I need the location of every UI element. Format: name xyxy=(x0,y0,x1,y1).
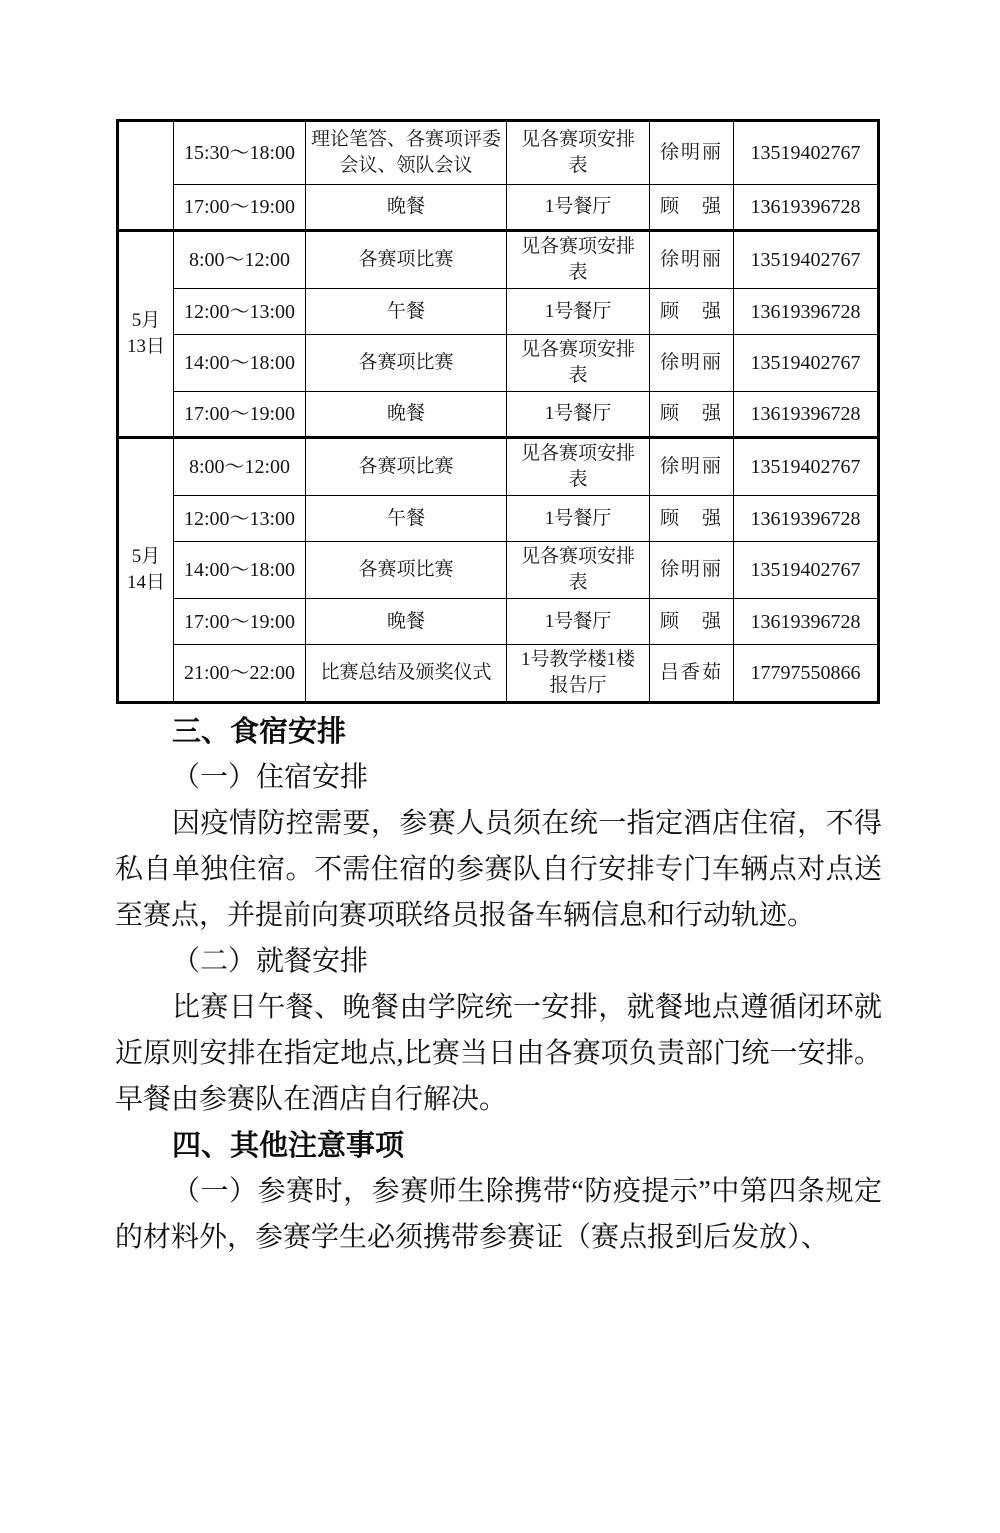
contact-name-cell: 顾 强 xyxy=(650,185,734,231)
activity-cell: 各赛项比赛 xyxy=(306,438,507,496)
table-row xyxy=(118,645,879,703)
time-cell: 12:00～13:00 xyxy=(174,496,306,542)
table-row xyxy=(118,231,879,289)
subheading-dining: （二）就餐安排 xyxy=(172,946,369,977)
contact-name-cell: 顾 强 xyxy=(650,496,734,542)
phone-cell: 13519402767 xyxy=(734,335,879,392)
activity-cell: 比赛总结及颁奖仪式 xyxy=(306,645,507,703)
activity-cell: 理论笔答、各赛项评委会议、领队会议 xyxy=(306,121,507,185)
activity-cell: 晚餐 xyxy=(306,185,507,231)
time-cell: 14:00～18:00 xyxy=(174,542,306,599)
location-cell: 见各赛项安排表 xyxy=(507,335,650,392)
phone-cell: 13519402767 xyxy=(734,542,879,599)
location-cell: 1号教学楼1楼报告厅 xyxy=(507,645,650,703)
activity-cell: 各赛项比赛 xyxy=(306,542,507,599)
location-cell: 1号餐厅 xyxy=(507,496,650,542)
contact-name-cell: 徐明丽 xyxy=(650,231,734,289)
contact-name-cell: 顾 强 xyxy=(650,599,734,645)
time-cell: 12:00～13:00 xyxy=(174,289,306,335)
date-line: 5月 xyxy=(131,546,161,567)
contact-name-cell: 顾 强 xyxy=(650,392,734,438)
phone-cell: 13519402767 xyxy=(734,231,879,289)
table-row xyxy=(118,335,879,392)
location-cell: 1号餐厅 xyxy=(507,289,650,335)
time-cell: 8:00～12:00 xyxy=(174,438,306,496)
location-cell: 见各赛项安排表 xyxy=(507,231,650,289)
subheading-lodging: （一）住宿安排 xyxy=(172,762,369,793)
location-cell: 1号餐厅 xyxy=(507,599,650,645)
phone-cell: 13519402767 xyxy=(734,121,879,185)
time-cell: 14:00～18:00 xyxy=(174,335,306,392)
activity-cell: 晚餐 xyxy=(306,599,507,645)
location-cell: 1号餐厅 xyxy=(507,392,650,438)
contact-name-cell: 徐明丽 xyxy=(650,542,734,599)
table-row xyxy=(118,121,879,185)
phone-cell: 13619396728 xyxy=(734,599,879,645)
time-cell: 8:00～12:00 xyxy=(174,231,306,289)
activity-cell: 各赛项比赛 xyxy=(306,231,507,289)
phone-cell: 13619396728 xyxy=(734,496,879,542)
table-row xyxy=(118,438,879,496)
location-cell: 见各赛项安排表 xyxy=(507,121,650,185)
paragraph-lodging: 因疫情防控需要，参赛人员须在统一指定酒店住宿，不得私自单独住宿。不需住宿的参赛队自行安排专门车辆点对点送至赛点，并提前向赛项联络员报备车辆信息和行动轨迹。 xyxy=(115,808,882,931)
section-heading-food-lodging: 三、食宿安排 xyxy=(172,716,347,748)
section-heading-other-notes: 四、其他注意事项 xyxy=(172,1130,405,1162)
paragraph-other-notes: （一）参赛时，参赛师生除携带“防疫提示”中第四条规定的材料外，参赛学生必须携带参赛证（赛点报到后发放）、 xyxy=(115,1176,882,1253)
paragraph-dining: 比赛日午餐、晚餐由学院统一安排，就餐地点遵循闭环就近原则安排在指定地点,比赛当日由各赛项负责部门统一安排。早餐由参赛队在酒店自行解决。 xyxy=(115,992,882,1115)
document-body xyxy=(115,709,882,1261)
contact-name-cell: 徐明丽 xyxy=(650,438,734,496)
phone-cell: 13619396728 xyxy=(734,392,879,438)
date-line: 14日 xyxy=(126,572,165,593)
activity-cell: 各赛项比赛 xyxy=(306,335,507,392)
contact-name-cell: 徐明丽 xyxy=(650,121,734,185)
phone-cell: 13619396728 xyxy=(734,289,879,335)
table-row xyxy=(118,542,879,599)
time-cell: 17:00～19:00 xyxy=(174,392,306,438)
phone-cell: 13619396728 xyxy=(734,185,879,231)
location-cell: 1号餐厅 xyxy=(507,185,650,231)
contact-name-cell: 徐明丽 xyxy=(650,335,734,392)
time-cell: 21:00～22:00 xyxy=(174,645,306,703)
time-cell: 15:30～18:00 xyxy=(174,121,306,185)
time-cell: 17:00～19:00 xyxy=(174,599,306,645)
table-row xyxy=(118,185,879,231)
table-row xyxy=(118,289,879,335)
date-cell xyxy=(118,231,174,438)
phone-cell: 13519402767 xyxy=(734,438,879,496)
table-row xyxy=(118,392,879,438)
contact-name-cell: 顾 强 xyxy=(650,289,734,335)
date-line: 13日 xyxy=(126,336,165,357)
location-cell: 见各赛项安排表 xyxy=(507,438,650,496)
date-cell xyxy=(118,121,174,231)
document-page xyxy=(0,119,1000,1533)
date-cell xyxy=(118,438,174,703)
table-row xyxy=(118,599,879,645)
schedule-table xyxy=(116,119,880,704)
activity-cell: 晚餐 xyxy=(306,392,507,438)
activity-cell: 午餐 xyxy=(306,289,507,335)
time-cell: 17:00～19:00 xyxy=(174,185,306,231)
phone-cell: 17797550866 xyxy=(734,645,879,703)
table-row xyxy=(118,496,879,542)
date-line: 5月 xyxy=(131,310,161,331)
location-cell: 见各赛项安排表 xyxy=(507,542,650,599)
contact-name-cell: 吕香茹 xyxy=(650,645,734,703)
activity-cell: 午餐 xyxy=(306,496,507,542)
